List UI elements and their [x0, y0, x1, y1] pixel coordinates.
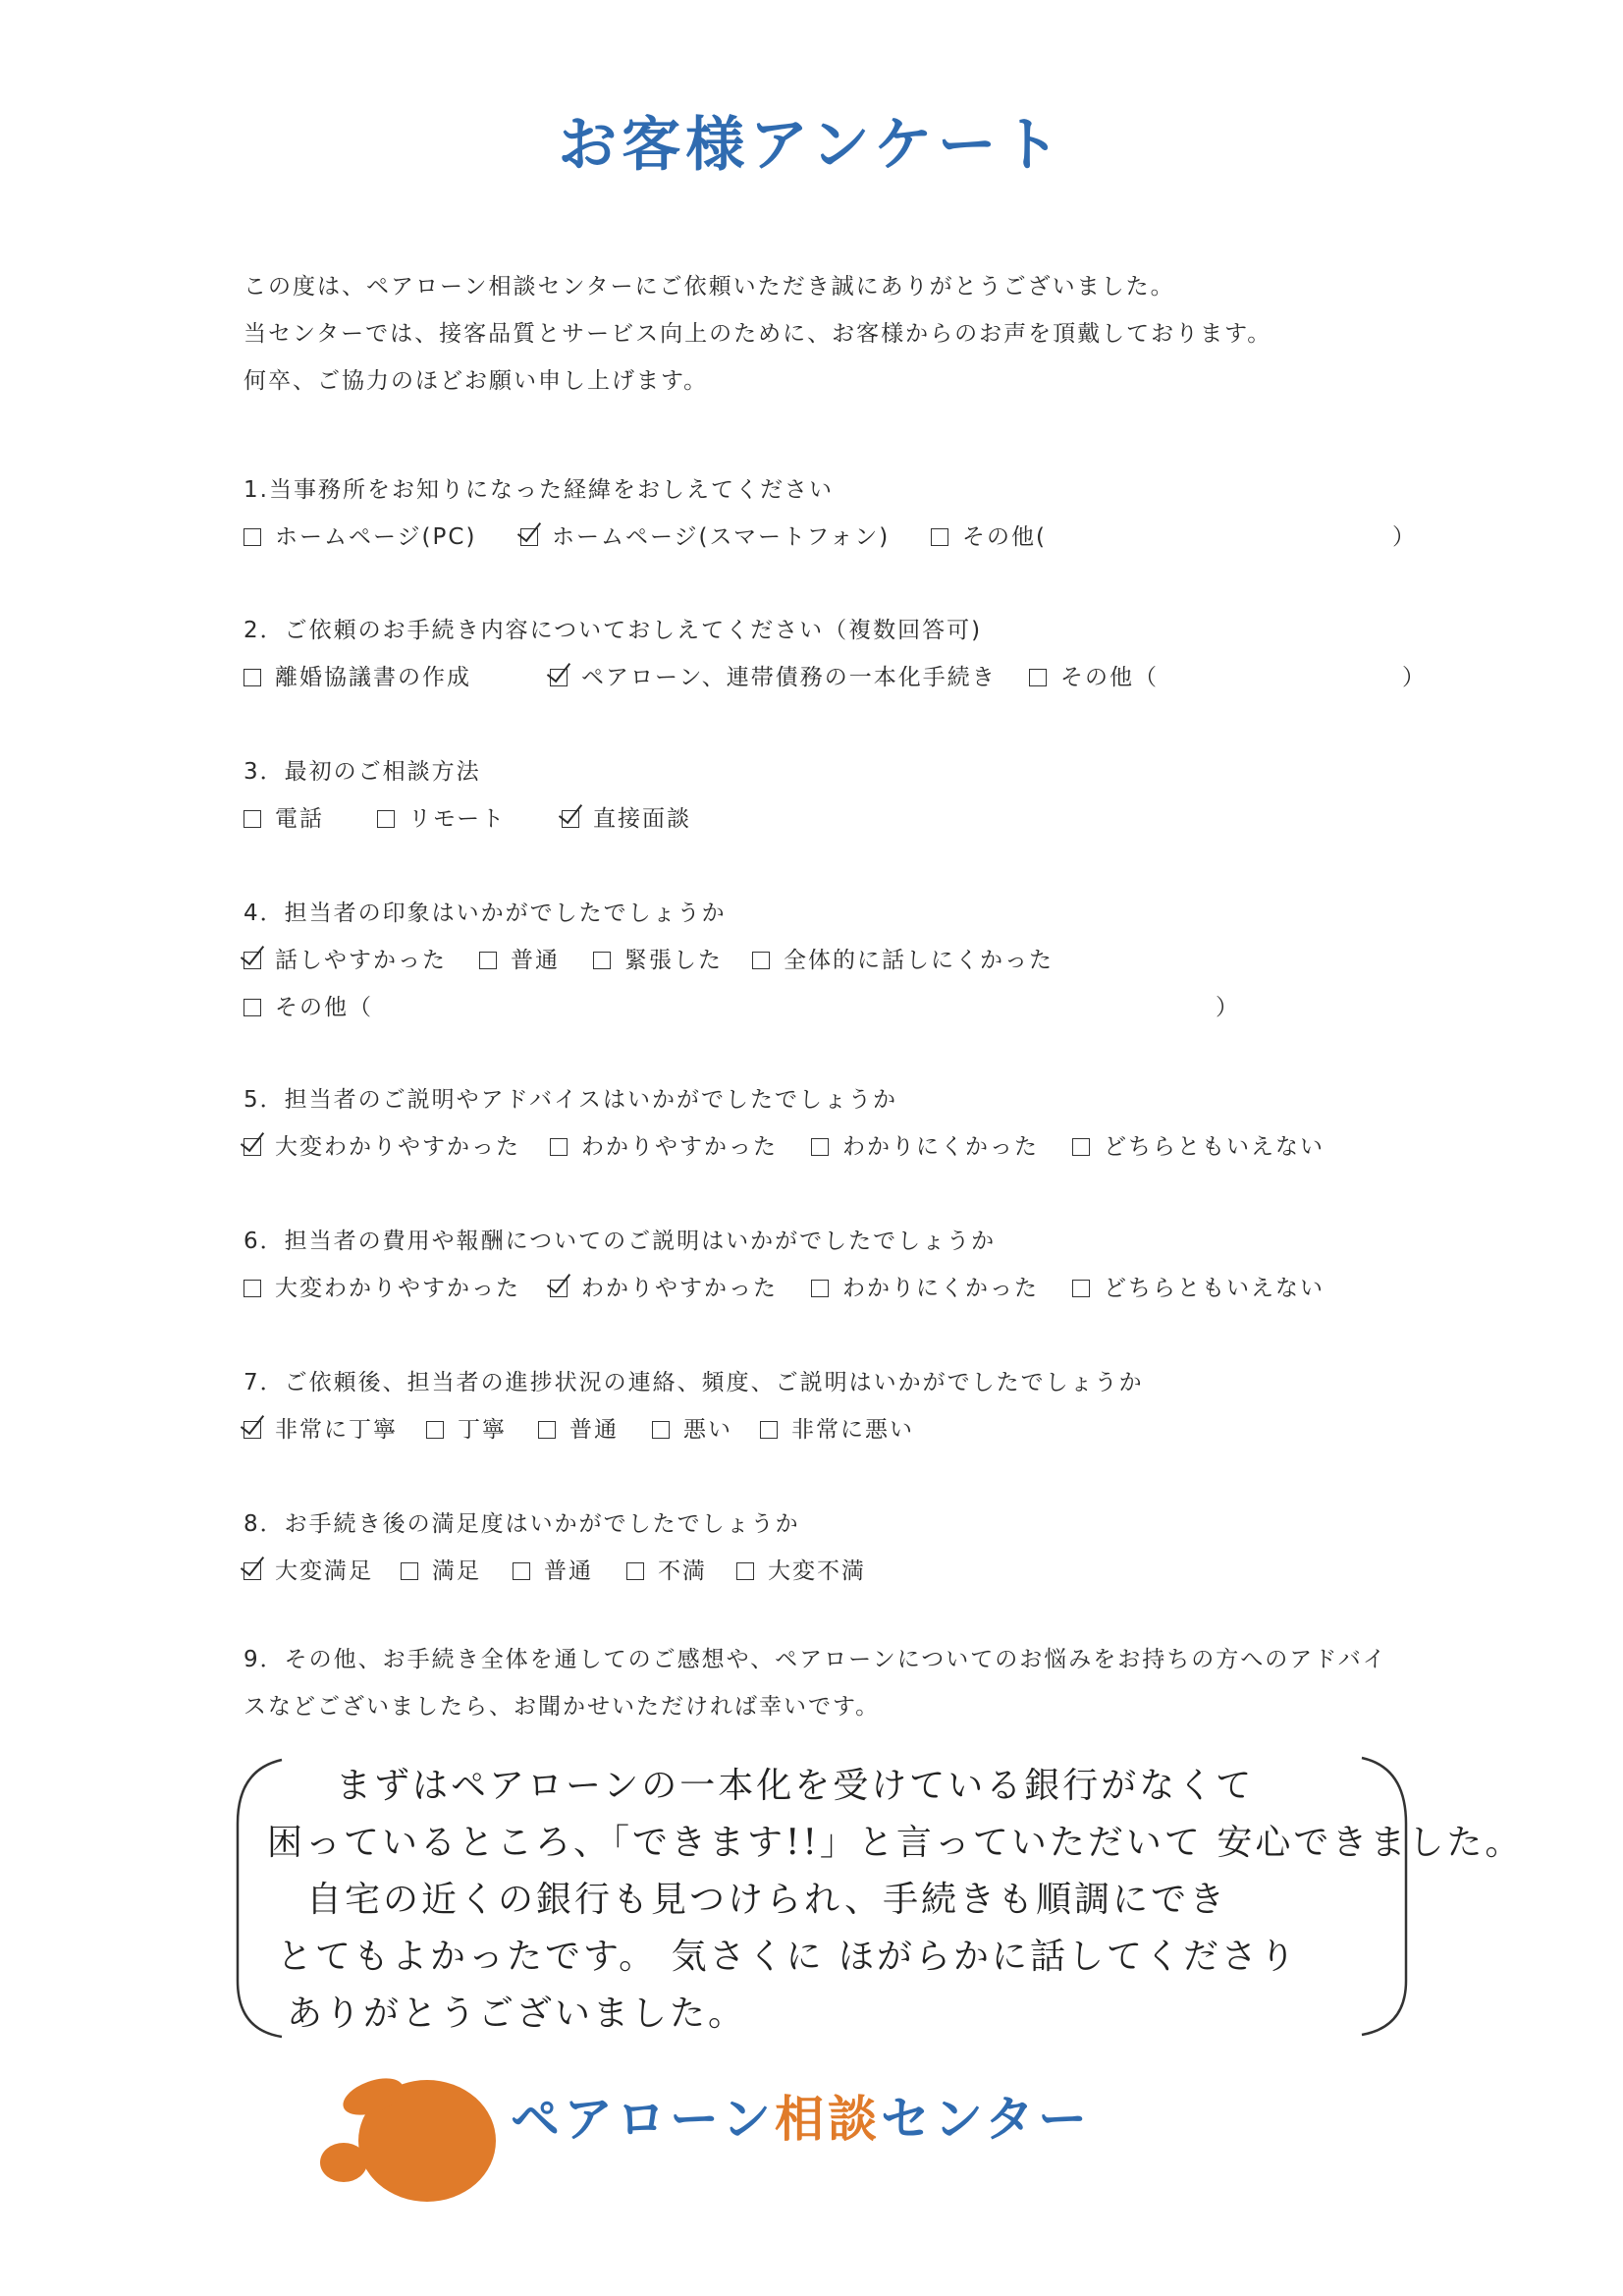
option-label: 全体的に話しにくかった: [784, 948, 1054, 973]
question-3: [243, 748, 1422, 843]
option-phone[interactable]: [243, 795, 324, 843]
option-homepage-pc[interactable]: [243, 514, 476, 561]
option-hard-to-talk[interactable]: [752, 937, 1054, 984]
option-normal[interactable]: [513, 1548, 593, 1595]
option-very-clear[interactable]: [243, 1265, 520, 1312]
checkbox[interactable]: [550, 669, 568, 686]
option-label: 非常に丁寧: [275, 1417, 398, 1443]
checkbox[interactable]: [243, 999, 261, 1016]
checkbox[interactable]: [243, 810, 261, 828]
option-label: 離婚協議書の作成: [275, 665, 471, 690]
option-label: 非常に悪い: [791, 1417, 914, 1443]
option-label: 大変わかりやすかった: [275, 1134, 520, 1160]
question-title: 8．お手続き後の満足度はいかがでしたでしょうか: [243, 1511, 800, 1537]
option-label: 電話: [275, 806, 324, 832]
checkbox[interactable]: [1072, 1138, 1090, 1156]
option-bad[interactable]: [652, 1406, 732, 1453]
checkbox[interactable]: [736, 1562, 754, 1580]
checkbox[interactable]: [243, 952, 261, 969]
question-title: 4．担当者の印象はいかがでしたでしょうか: [243, 901, 727, 926]
checkbox[interactable]: [401, 1562, 418, 1580]
checkbox[interactable]: [243, 1562, 261, 1580]
question-title: 6．担当者の費用や報酬についてのご説明はいかがでしたでしょうか: [243, 1229, 997, 1254]
option-homepage-smartphone[interactable]: [520, 514, 890, 561]
option-label: 大変満足: [275, 1558, 373, 1584]
option-very-satisfied[interactable]: [243, 1548, 373, 1595]
free-comment-box[interactable]: [228, 1750, 1524, 2047]
comment-line: 自宅の近くの銀行も見つけられ、手続きも順調にでき: [306, 1880, 1228, 1920]
option-easy-to-talk[interactable]: [243, 937, 447, 984]
option-label: どちらともいえない: [1104, 1134, 1325, 1160]
option-label: 普通: [544, 1558, 593, 1584]
checkbox[interactable]: [550, 1138, 568, 1156]
question-9-title: [243, 1636, 1412, 1730]
page-title: お客様アンケート: [558, 111, 1065, 180]
option-other[interactable]: [1029, 654, 1159, 701]
question-2: [243, 607, 1425, 701]
closing-paren: ）: [1402, 665, 1425, 690]
checkbox[interactable]: [652, 1421, 670, 1439]
question-5: [243, 1076, 1422, 1171]
option-label: 悪い: [683, 1417, 732, 1443]
option-dissatisfied[interactable]: [626, 1548, 707, 1595]
option-very-clear[interactable]: [243, 1123, 520, 1171]
logo-text-part: ペアローン: [511, 2091, 775, 2148]
option-label: 緊張した: [624, 948, 723, 973]
checkbox[interactable]: [550, 1280, 568, 1297]
logo-text-part: センター: [881, 2091, 1091, 2148]
handwritten-comment: [267, 1758, 1524, 2043]
option-label: わかりにくかった: [842, 1134, 1039, 1160]
question-title-line: スなどございましたら、お聞かせいただければ幸いです。: [243, 1694, 881, 1720]
option-satisfied[interactable]: [401, 1548, 481, 1595]
option-label: その他（: [1060, 665, 1159, 690]
checkbox[interactable]: [377, 810, 395, 828]
comment-line: まずはペアローンの一本化を受けている銀行がなくて: [336, 1766, 1255, 1806]
checkbox[interactable]: [520, 528, 538, 546]
question-1: [243, 466, 1422, 561]
checkbox[interactable]: [562, 810, 579, 828]
option-label: わかりにくかった: [842, 1276, 1039, 1301]
checkbox[interactable]: [931, 528, 948, 546]
option-label: 普通: [511, 948, 560, 973]
option-neither[interactable]: [1072, 1123, 1325, 1171]
option-label: 大変不満: [768, 1558, 866, 1584]
option-label: 不満: [658, 1558, 707, 1584]
checkbox[interactable]: [1029, 669, 1047, 686]
option-polite[interactable]: [426, 1406, 507, 1453]
question-title: 5．担当者のご説明やアドバイスはいかがでしたでしょうか: [243, 1087, 897, 1113]
option-normal[interactable]: [479, 937, 560, 984]
question-title: 2．ご依頼のお手続き内容についておしえてください（複数回答可): [243, 618, 983, 643]
checkbox[interactable]: [243, 1421, 261, 1439]
option-label: 満足: [432, 1558, 481, 1584]
option-neither[interactable]: [1072, 1265, 1325, 1312]
option-label: どちらともいえない: [1104, 1276, 1325, 1301]
company-logo: [314, 2052, 1296, 2210]
logo-text-part: 相談: [775, 2091, 881, 2148]
closing-paren: ）: [1392, 524, 1415, 550]
option-divorce-agreement[interactable]: [243, 654, 471, 701]
option-clear[interactable]: [550, 1123, 778, 1171]
intro-text: [243, 263, 1271, 405]
question-title: 7．ご依頼後、担当者の進捗状況の連絡、頻度、ご説明はいかがでしたでしょうか: [243, 1370, 1144, 1395]
option-remote[interactable]: [377, 795, 506, 843]
option-label: 大変わかりやすかった: [275, 1276, 520, 1301]
logo-wordmark: [511, 2080, 1091, 2151]
checkbox[interactable]: [243, 669, 261, 686]
option-label: わかりやすかった: [581, 1134, 778, 1160]
question-4: [243, 890, 1422, 1031]
closing-paren: ）: [1216, 995, 1238, 1020]
question-title: 1.当事務所をお知りになった経緯をおしえてください: [243, 477, 834, 503]
option-label: 話しやすかった: [275, 948, 447, 973]
option-in-person[interactable]: [562, 795, 691, 843]
question-7: [243, 1359, 1422, 1453]
checkbox[interactable]: [811, 1138, 829, 1156]
checkbox[interactable]: [593, 952, 611, 969]
option-label: ペアローン、連帯債務の一本化手続き: [581, 665, 997, 690]
intro-line: この度は、ペアローン相談センターにご依頼いただき誠にありがとうございました。: [243, 274, 1175, 300]
option-label: 直接面談: [593, 806, 691, 832]
option-other[interactable]: [931, 514, 1047, 561]
intro-line: 当センターでは、接客品質とサービス向上のために、お客様からのお声を頂戴しております。: [243, 321, 1272, 347]
comment-line: とてもよかったです。 気さくに ほがらかに話してくださり: [277, 1937, 1299, 1977]
question-6: [243, 1218, 1422, 1312]
option-label: その他（: [275, 995, 373, 1020]
checkbox[interactable]: [426, 1421, 444, 1439]
checkbox[interactable]: [538, 1421, 556, 1439]
checkbox[interactable]: [243, 528, 261, 546]
option-label: ホームページ(PC): [275, 524, 477, 550]
option-very-bad[interactable]: [760, 1406, 914, 1453]
option-unclear[interactable]: [811, 1265, 1039, 1312]
option-label: リモート: [408, 806, 507, 832]
checkbox[interactable]: [243, 1280, 261, 1297]
checkbox[interactable]: [243, 1138, 261, 1156]
intro-line: 何卒、ご協力のほどお願い申し上げます。: [243, 368, 709, 394]
checkbox[interactable]: [479, 952, 497, 969]
logo-mark-icon: [314, 2052, 511, 2210]
checkbox[interactable]: [1072, 1280, 1090, 1297]
option-label: 丁寧: [458, 1417, 507, 1443]
checkbox[interactable]: [760, 1421, 778, 1439]
checkbox[interactable]: [811, 1280, 829, 1297]
option-pair-loan-consolidation[interactable]: [550, 654, 997, 701]
question-title-line: 9．その他、お手続き全体を通してのご感想や、ペアローンについてのお悩みをお持ちの方へのアドバイ: [243, 1647, 1387, 1672]
option-nervous[interactable]: [593, 937, 723, 984]
option-very-polite[interactable]: [243, 1406, 398, 1453]
comment-line: 困っているところ、「できます!!」と言っていただいて 安心できました。: [267, 1823, 1524, 1863]
option-normal[interactable]: [538, 1406, 619, 1453]
option-other[interactable]: [243, 984, 373, 1031]
checkbox[interactable]: [513, 1562, 530, 1580]
option-label: わかりやすかった: [581, 1276, 778, 1301]
question-8: [243, 1501, 1422, 1595]
question-title: 3．最初のご相談方法: [243, 759, 481, 785]
option-unclear[interactable]: [811, 1123, 1039, 1171]
option-label: 普通: [569, 1417, 619, 1443]
option-label: ホームページ(スマートフォン): [552, 524, 891, 550]
comment-line: ありがとうございました。: [287, 1994, 747, 2034]
checkbox[interactable]: [626, 1562, 644, 1580]
option-clear[interactable]: [550, 1265, 778, 1312]
option-very-dissatisfied[interactable]: [736, 1548, 866, 1595]
checkbox[interactable]: [752, 952, 770, 969]
option-label: その他(: [962, 524, 1047, 550]
